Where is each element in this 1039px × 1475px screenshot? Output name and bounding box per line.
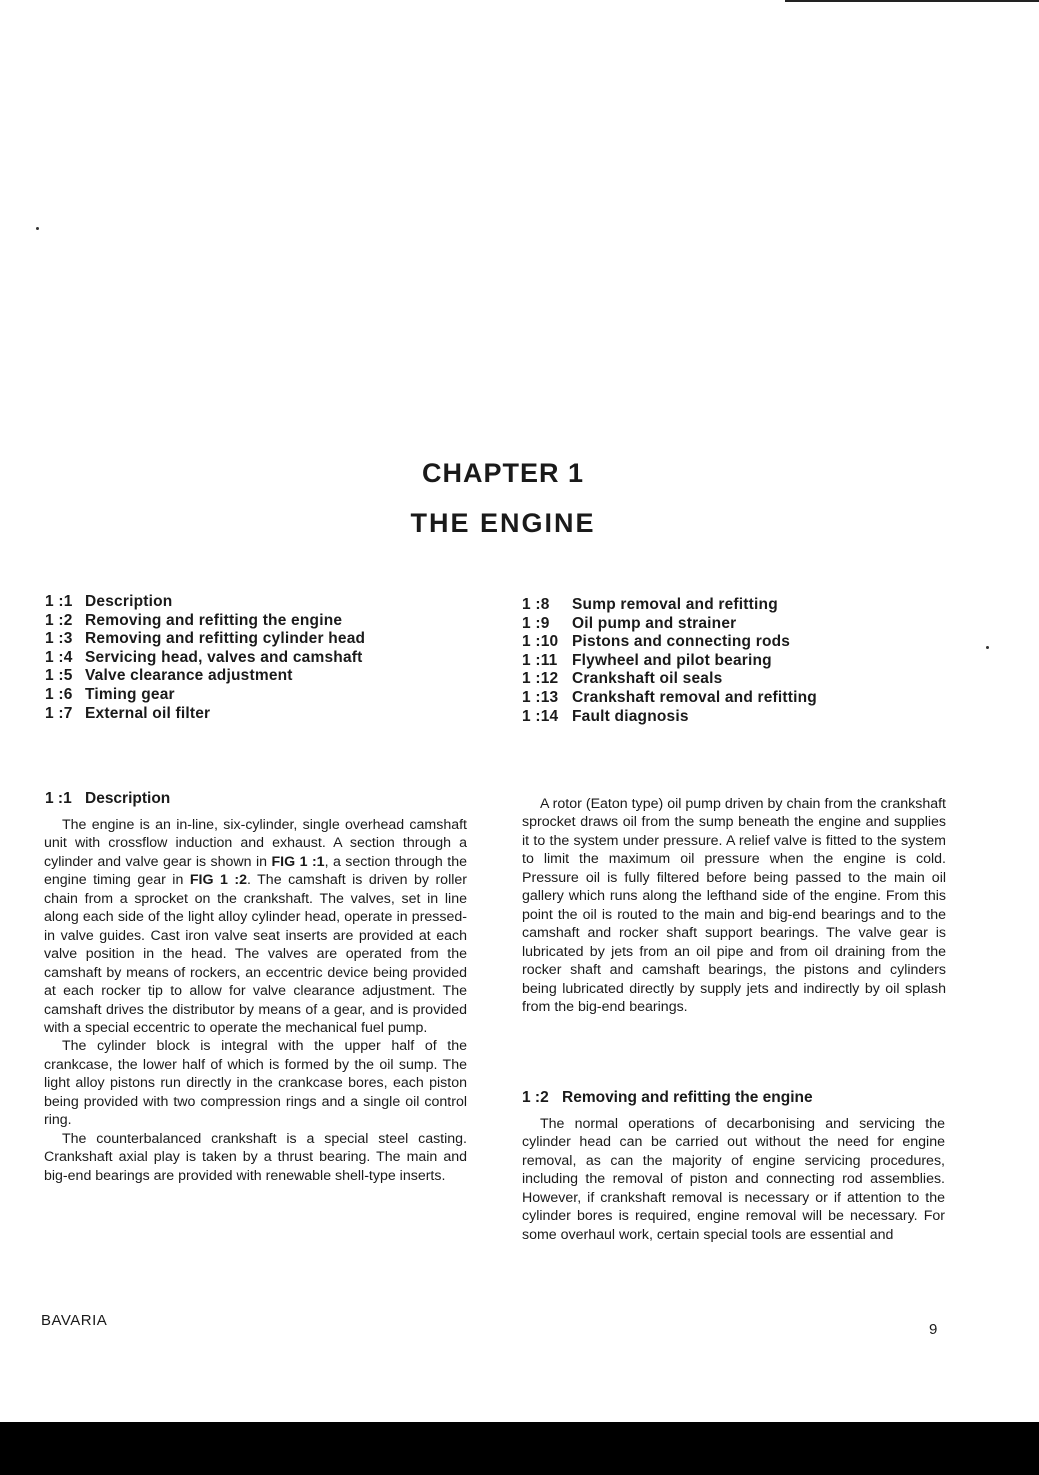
toc-item-number: 1 :10 — [522, 633, 559, 651]
toc-item — [522, 708, 817, 727]
toc-item-label: Servicing head, valves and camshaft — [85, 648, 363, 666]
toc-item — [45, 649, 365, 668]
toc-item-label: Sump removal and refitting — [572, 596, 778, 613]
paragraph: The counterbalanced crankshaft is a special steel casting. Crankshaft axial play is taken by a thrust bearing. The main and big-end bearings are provided with renewable shell-type inserts. — [44, 1130, 467, 1184]
toc-item — [522, 615, 817, 634]
table-of-contents-left — [45, 593, 365, 723]
section-heading-engine-removal — [522, 1089, 813, 1107]
toc-item-label: Oil pump and strainer — [572, 614, 737, 632]
text-run: The engine is an in-line, six-cylinder, single overhead camshaft unit with crossflow induction and exhaust. A section through a cylinder and valve gear is shown in — [44, 817, 467, 870]
text-run: , a section through the engine timing gear in — [44, 853, 467, 889]
toc-item-label: Flywheel and pilot bearing — [572, 651, 772, 669]
paragraph — [44, 816, 467, 1037]
figure-reference: FIG 1 :1 — [271, 853, 325, 870]
toc-item-number: 1 :13 — [522, 688, 559, 706]
right-column-text — [522, 795, 946, 1016]
paragraph: A rotor (Eaton type) oil pump driven by chain from the crankshaft sprocket draws oil from the sump beneath the engine and supplies it to the system under pressure. A relief valve is fitted to the system to limit the maximum oil pressure when the engine is cold. Pressure oil is fully filtered before being passed to the main oil gallery which runs along the lefthand side of the engine. From this point the oil is routed to the main and big-end bearings and to the camshaft and rocker shaft support bearings. The valve gear is lubricated by jets from an oil pipe and from oil draining from the rocker shaft and camshaft bearings, the pistons and cylinders being lubricated directly by supply jets and indirectly by oil splash from the big-end bearings. — [522, 796, 946, 1015]
chapter-number: CHAPTER 1 — [421, 458, 585, 488]
toc-item-number: 1 :4 — [45, 648, 73, 666]
toc-item-number: 1 :2 — [45, 611, 73, 629]
table-of-contents-right — [522, 596, 817, 726]
paragraph: The cylinder block is integral with the upper half of the crankcase, the lower half of which is formed by the oil sump. The light alloy pistons run directly in the crankcase bores, each piston being provided with two compression rings and a single oil control ring. — [44, 1038, 467, 1129]
footer-book-title: BAVARIA — [41, 1312, 108, 1329]
toc-item — [45, 667, 365, 686]
toc-item-number: 1 :1 — [45, 593, 73, 610]
toc-item-number: 1 :3 — [45, 630, 73, 648]
section-heading-description — [45, 790, 170, 808]
toc-item — [522, 633, 817, 652]
scan-speck — [986, 646, 989, 649]
toc-item-label: External oil filter — [85, 704, 211, 722]
text-run: . The camshaft is driven by roller chain from a sprocket on the crankshaft. The valves, set in line along each side of the light alloy cylinder head, operate in pressed-in valve guides. Cast iron valve seat inserts are provided at each valve position in the head. The valves are operated from the camshaft by means of rockers, an eccentric device being provided at each rocker tip to allow for valve clearance adjustment. The camshaft drives the distributor by means of a gear, and is provided with a special eccentric to operate the mechanical fuel pump. — [44, 872, 467, 1036]
toc-item-label: Removing and refitting cylinder head — [85, 630, 366, 648]
toc-item-label: Crankshaft removal and refitting — [572, 688, 817, 706]
paragraph: The normal operations of decarbonising and servicing the cylinder head can be carried out without the need for engine removal, as can the majority of engine servicing procedures, including the removal of piston and connecting rod assemblies. However, if crankshaft removal is necessary or if attention to the cylinder bores is required, engine removal will be necessary. For some overhaul work, certain special tools are essential and — [522, 1116, 945, 1243]
toc-item-label: Removing and refitting the engine — [85, 611, 343, 629]
toc-item-number: 1 :11 — [522, 651, 558, 669]
toc-item — [522, 670, 817, 689]
toc-item — [45, 593, 365, 612]
section-number: 1 :2 — [522, 1089, 549, 1106]
toc-item — [45, 612, 365, 631]
right-column-text-2 — [522, 1115, 945, 1244]
toc-item-number: 1 :12 — [522, 670, 559, 688]
toc-item-number: 1 :14 — [522, 707, 559, 725]
toc-item-label: Fault diagnosis — [572, 707, 689, 725]
toc-item-number: 1 :6 — [45, 685, 73, 703]
section-title: Description — [85, 790, 171, 807]
scan-speck — [36, 227, 39, 230]
toc-item-number: 1 :7 — [45, 704, 73, 722]
toc-item-label: Description — [85, 593, 173, 610]
section-number: 1 :1 — [45, 790, 72, 807]
toc-item-label: Valve clearance adjustment — [85, 667, 293, 685]
chapter-title: THE ENGINE — [410, 508, 596, 538]
toc-item-number: 1 :8 — [522, 596, 550, 613]
section-title: Removing and refitting the engine — [562, 1089, 813, 1106]
toc-item-label: Pistons and connecting rods — [572, 633, 791, 651]
toc-item — [522, 652, 817, 671]
toc-item — [45, 705, 365, 724]
toc-item — [522, 596, 817, 615]
left-column-text — [44, 816, 467, 1185]
top-edge-rule — [785, 0, 1039, 2]
toc-item-number: 1 :5 — [45, 667, 73, 685]
page-number: 9 — [929, 1321, 938, 1338]
toc-item-number: 1 :9 — [522, 614, 550, 632]
toc-item — [45, 686, 365, 705]
scan-bottom-band — [0, 1422, 1039, 1475]
figure-reference: FIG 1 :2 — [189, 872, 247, 889]
toc-item-label: Crankshaft oil seals — [572, 670, 723, 688]
toc-item-label: Timing gear — [85, 685, 175, 703]
toc-item — [45, 630, 365, 649]
toc-item — [522, 689, 817, 708]
